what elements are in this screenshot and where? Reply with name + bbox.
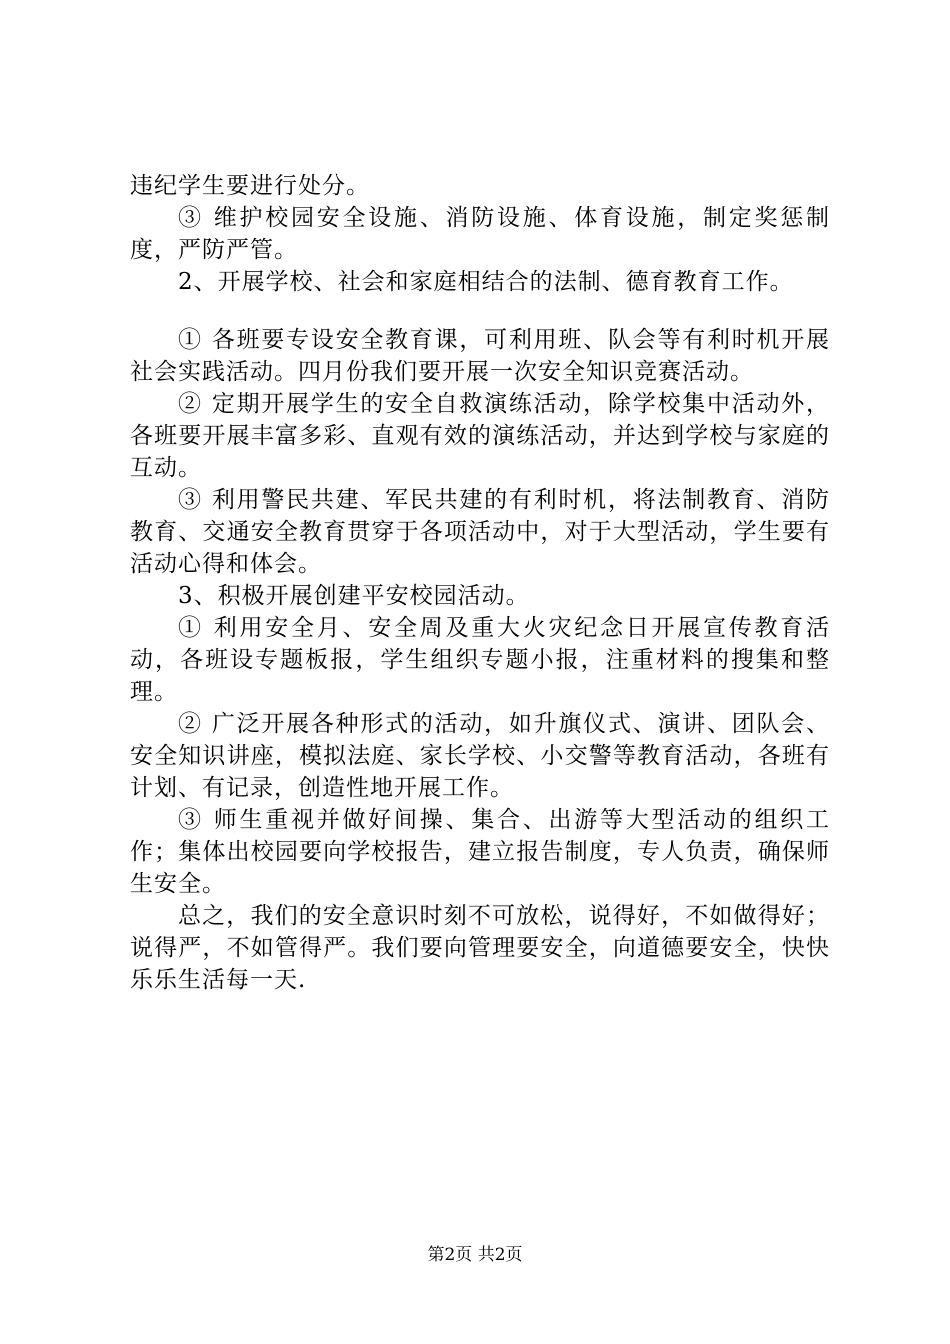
section-heading-3: 3、积极开展创建平安校园活动。	[178, 583, 530, 609]
paragraph-item-1-publicity: ① 利用安全月、安全周及重大火灾纪念日开展宣传教育活动，各班设专题板报，学生组织专题小报，注重材料的搜集和整理。	[130, 615, 830, 705]
page-number-footer: 第2页 共2页	[427, 1245, 523, 1265]
paragraph-continuation: 违纪学生要进行处分。	[130, 173, 370, 199]
paragraph-item-3-cooperation: ③ 利用警民共建、军民共建的有利时机，将法制教育、消防教育、交通安全教育贯穿于各项活动中，对于大型活动，学生要有活动心得和体会。	[130, 487, 830, 577]
paragraph-item-3-organization: ③ 师生重视并做好间操、集合、出游等大型活动的组织工作；集体出校园要向学校报告，建立报告制度，专人负责，确保师生安全。	[130, 807, 830, 897]
paragraph-item-3-facilities: ③ 维护校园安全设施、消防设施、体育设施，制定奖惩制度，严防严管。	[130, 205, 830, 263]
section-heading-2: 2、开展学校、社会和家庭相结合的法制、德育教育工作。	[178, 269, 794, 295]
paragraph-item-2-activities: ② 广泛开展各种形式的活动，如升旗仪式、演讲、团队会、安全知识讲座，模拟法庭、家长学校、小交警等教育活动，各班有计划、有记录，创造性地开展工作。	[130, 711, 830, 801]
paragraph-conclusion: 总之，我们的安全意识时刻不可放松，说得好，不如做得好；说得严，不如管得严。我们要向管理要安全，向道德要安全，快快乐乐生活每一天.	[130, 903, 830, 993]
paragraph-item-2-drills: ② 定期开展学生的安全自救演练活动，除学校集中活动外，各班要开展丰富多彩、直观有效的演练活动，并达到学校与家庭的互动。	[130, 391, 830, 481]
paragraph-item-1-safety-class: ① 各班要专设安全教育课，可利用班、队会等有利时机开展社会实践活动。四月份我们要开展一次安全知识竞赛活动。	[130, 327, 830, 385]
document-body	[130, 170, 830, 996]
